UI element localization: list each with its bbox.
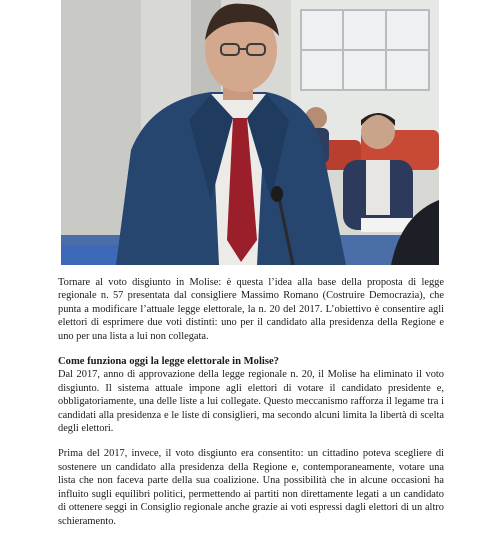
article-paragraph: Dal 2017, anno di approvazione della legge regionale n. 20, il Molise ha eliminato il voto disgiunto. Il sistema attuale impone agli elettori di votare il candidato presidente e, obbligatoriamente, una delle liste a lui collegate. Questo meccanismo rafforza il legame tra i candidati alla presidenza e le liste di consiglieri, ma secondo alcuni limita la libertà di scelta degli elettori. [58,369,444,435]
section-heading: Come funziona oggi la legge elettorale in Molise? [58,356,279,368]
article-body [58,276,444,540]
speaker-photo-illustration [61,0,439,265]
article-intro-paragraph: Tornare al voto disgiunto in Molise: è questa l’idea alla base della proposta di legge regionale n. 57 presentata dal consigliere Massimo Romano (Costruire Democrazia), che punta a modificare l’attuale legge elettorale, la n. 20 del 2017. L’obiettivo è consentire agli elettori di esprimere due voti distinti: uno per il candidato alla presidenza della Regione e uno per una lista a lui non collegata. [58,277,444,342]
article-paragraph: Prima del 2017, invece, il voto disgiunto era consentito: un cittadino poteva scegliere di sostenere un candidato alla presidenza della Regione e, contemporaneamente, votare una lista che non faceva parte della sua coalizione. Una possibilità che in alcune occasioni ha influito sugli equilibri politici, permettendo ai partiti non direttamente legati a un candidato di ottenere seggi in Consiglio regionale anche grazie ai voti espressi dagli elettori di un altro schieramento. [58,448,444,527]
article-photo [61,0,439,265]
